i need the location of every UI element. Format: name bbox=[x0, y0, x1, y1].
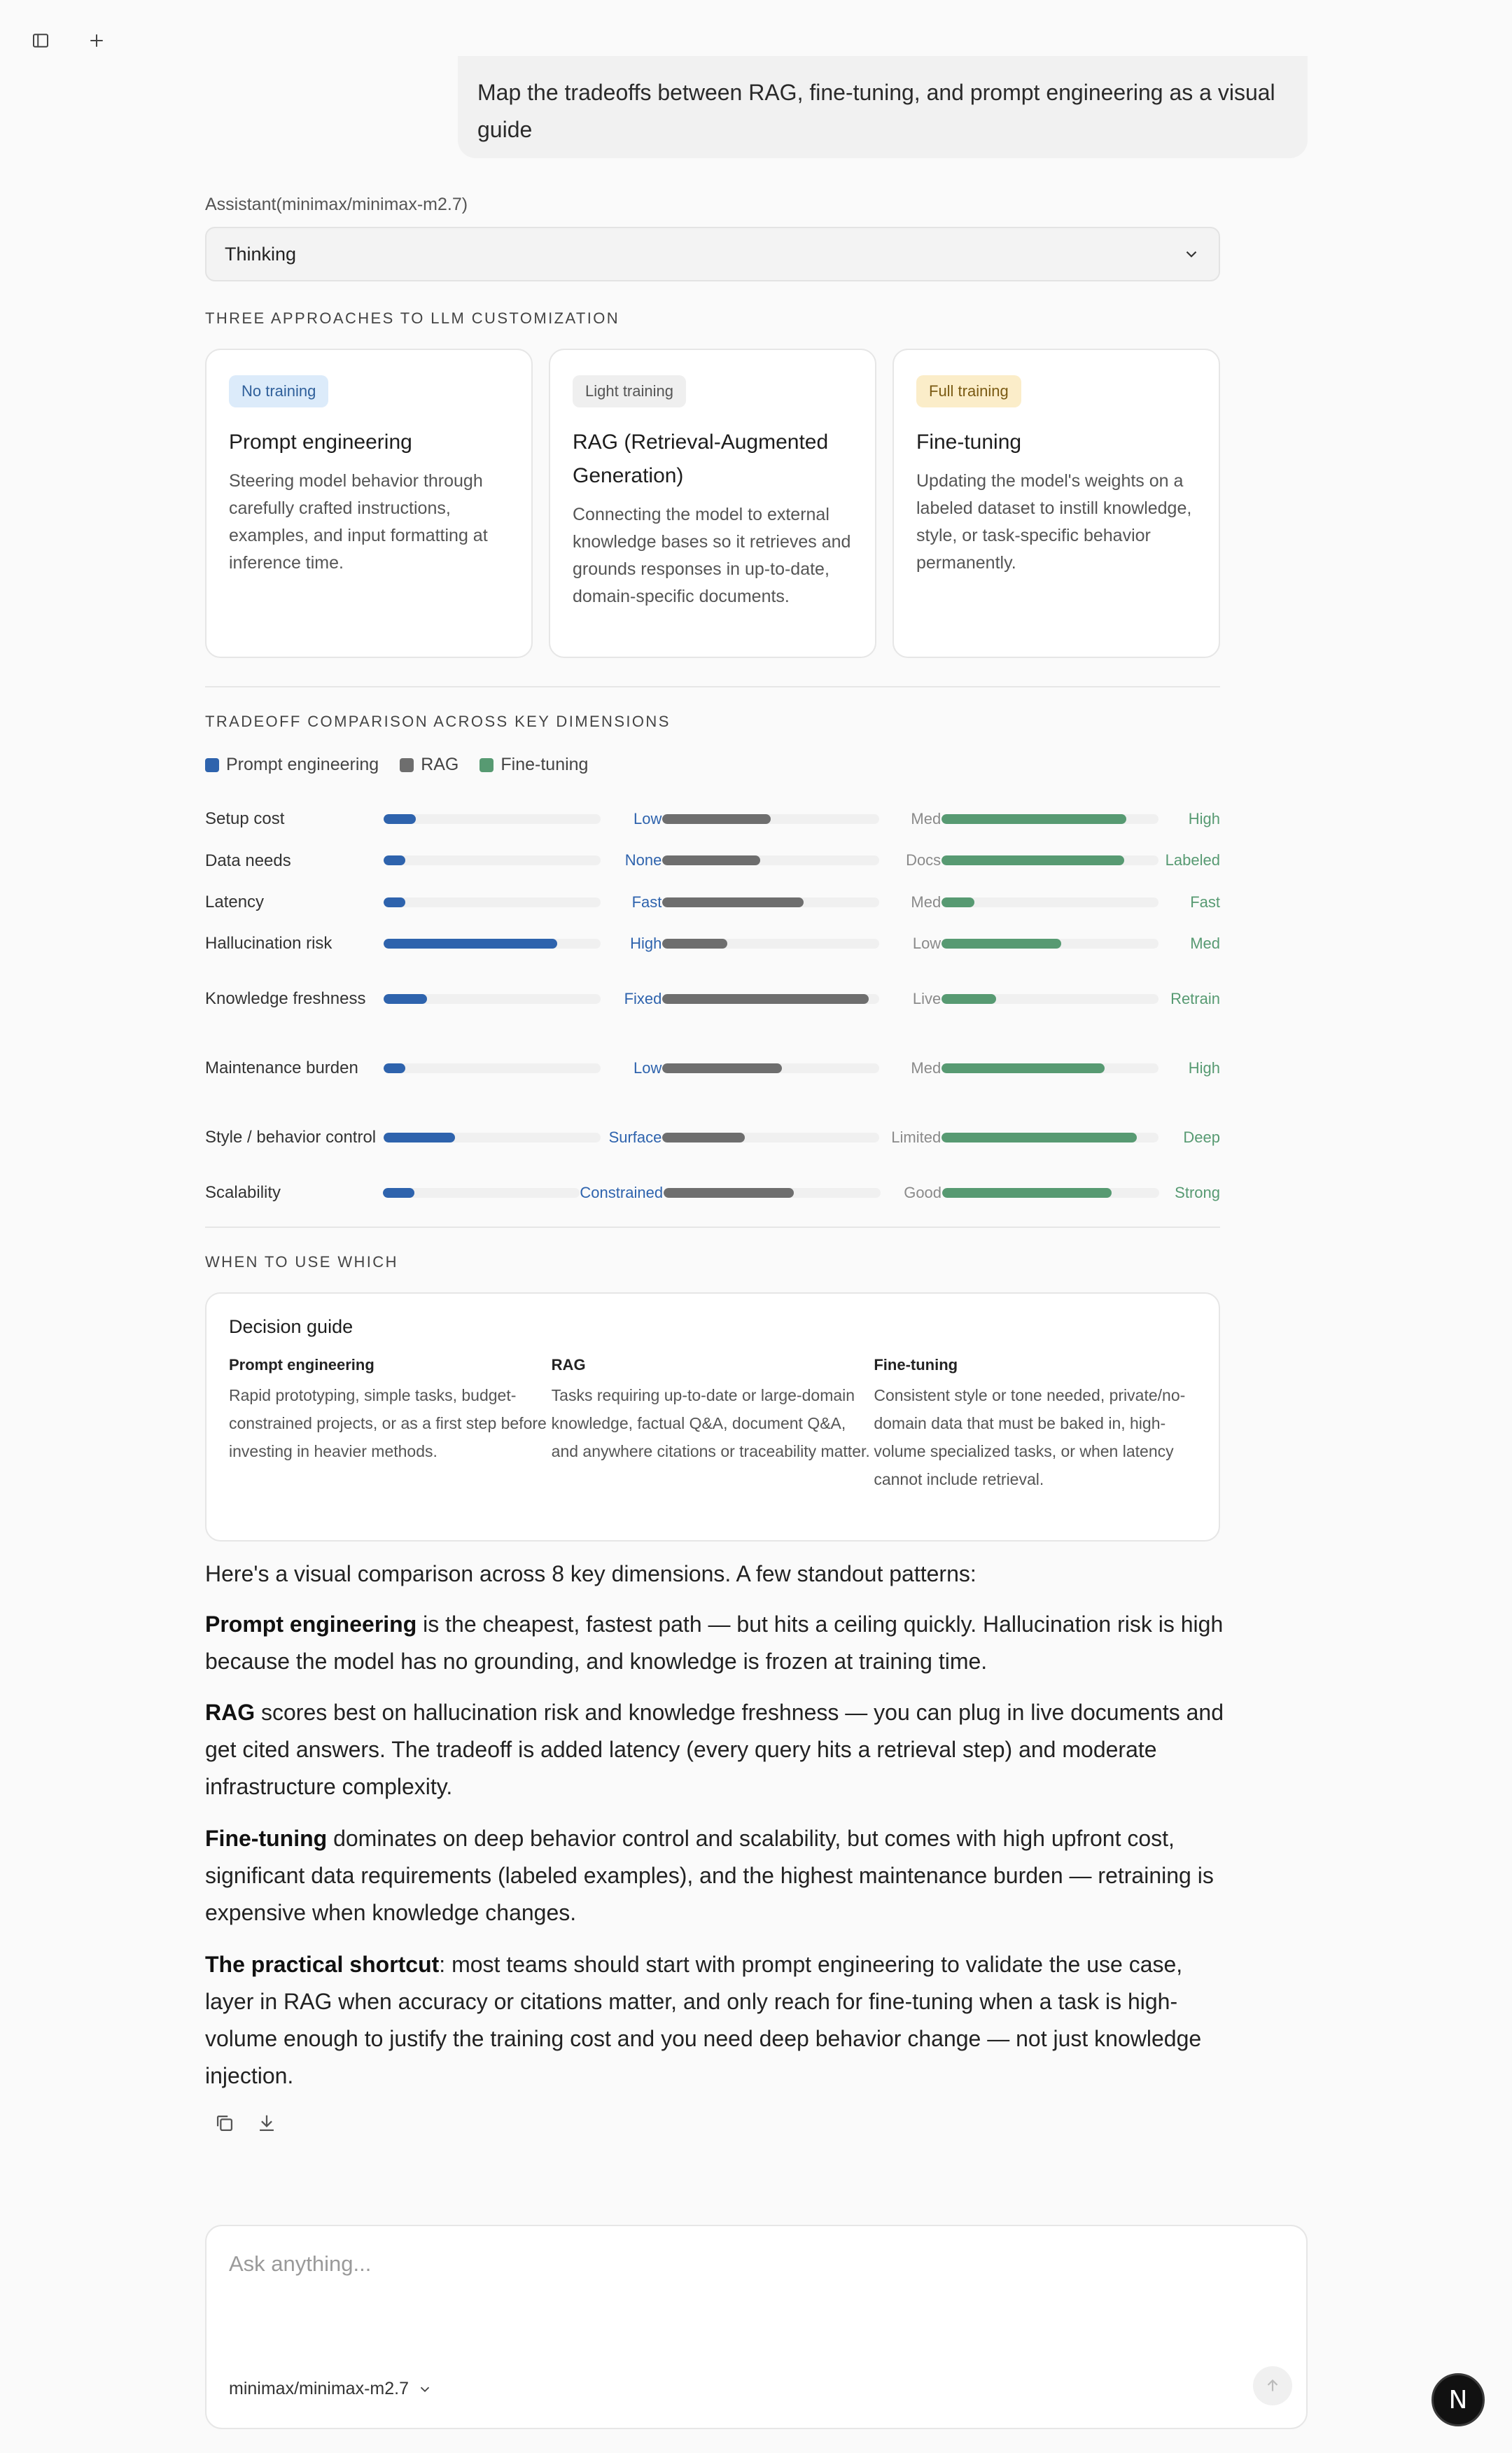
bar-track bbox=[384, 939, 601, 949]
bar-group-prompt bbox=[384, 893, 662, 911]
bar-prompt bbox=[384, 814, 416, 824]
bar-rag bbox=[662, 814, 771, 824]
bar-group-prompt bbox=[384, 935, 662, 953]
bar-track bbox=[662, 855, 879, 865]
bar-value-label: Med bbox=[1190, 934, 1220, 952]
bar-value-label: Limited bbox=[891, 1128, 941, 1146]
section-heading-approaches: THREE APPROACHES TO LLM CUSTOMIZATION bbox=[205, 309, 620, 327]
bar-value-label: Labeled bbox=[1165, 851, 1220, 869]
bar-value-label: Deep bbox=[1183, 1128, 1220, 1146]
paragraph-text: is the cheapest, fastest path — but hits a ceiling quickly. Hallucination risk is high because the model has no grounding, and knowledge is frozen at training time. bbox=[205, 1612, 1224, 1674]
section-heading-tradeoff: TRADEOFF COMPARISON ACROSS KEY DIMENSIONS bbox=[205, 713, 671, 730]
chevron-down-icon bbox=[417, 2382, 433, 2397]
plus-icon bbox=[86, 30, 107, 51]
response-intro: Here's a visual comparison across 8 key dimensions. A few standout patterns: bbox=[205, 1561, 976, 1586]
bar-prompt bbox=[384, 939, 557, 949]
bar-prompt bbox=[384, 994, 427, 1004]
paragraph-lead: Prompt engineering bbox=[205, 1612, 417, 1637]
bar-group-finetune bbox=[941, 893, 1220, 911]
bar-prompt bbox=[384, 1063, 405, 1073]
tradeoff-chart bbox=[205, 798, 1220, 1213]
bar-value-label: High bbox=[630, 934, 662, 952]
send-button[interactable] bbox=[1253, 2366, 1292, 2405]
legend-item-finetune bbox=[479, 755, 588, 775]
section-heading-when: WHEN TO USE WHICH bbox=[205, 1253, 398, 1271]
bar-group-finetune bbox=[941, 1128, 1220, 1147]
model-name: minimax/minimax-m2.7 bbox=[229, 2379, 409, 2398]
card-tag: No training bbox=[229, 375, 328, 407]
bar-rag bbox=[662, 855, 760, 865]
bar-finetune bbox=[941, 814, 1126, 824]
decision-col-body: Tasks requiring up-to-date or large-domain knowledge, factual Q&A, document Q&A, and anywhere citations or traceability matter. bbox=[551, 1386, 870, 1460]
chart-row-label: Data needs bbox=[205, 851, 291, 870]
chart-row-label: Setup cost bbox=[205, 809, 285, 828]
bar-group-rag bbox=[662, 990, 941, 1008]
approach-card-rag bbox=[549, 349, 876, 658]
paragraph-lead: The practical shortcut bbox=[205, 1952, 440, 1977]
decision-col-body: Consistent style or tone needed, private/no-domain data that must be baked in, high-volume specialized tasks, or when latency cannot include retrieval. bbox=[874, 1386, 1186, 1488]
decision-title: Decision guide bbox=[229, 1316, 354, 1337]
bar-rag bbox=[662, 939, 727, 949]
decision-col-heading: Fine-tuning bbox=[874, 1356, 958, 1374]
bar-value-label: High bbox=[1188, 809, 1220, 827]
bar-value-label: Med bbox=[911, 893, 941, 911]
new-chat-button[interactable] bbox=[80, 24, 113, 57]
paragraph-text: scores best on hallucination risk and knowledge freshness — you can plug in live documents and get cited answers. The tradeoff is added latency (every query hits a retrieval step) and moderate infrastructure complexity. bbox=[205, 1700, 1224, 1799]
card-description: Updating the model's weights on a labeled dataset to instill knowledge, style, or task-specific behavior permanently. bbox=[916, 471, 1192, 573]
chevron-down-icon bbox=[1182, 245, 1200, 263]
bar-track bbox=[662, 994, 879, 1004]
bar-group-finetune bbox=[941, 1059, 1220, 1077]
response-paragraph-shortcut bbox=[205, 1946, 1227, 2095]
bar-finetune bbox=[942, 1188, 1112, 1198]
sidebar-toggle-button[interactable] bbox=[24, 24, 57, 57]
download-button[interactable] bbox=[255, 2111, 279, 2135]
legend-swatch bbox=[400, 758, 414, 772]
bar-group-finetune bbox=[941, 990, 1220, 1008]
decision-col-heading: RAG bbox=[551, 1356, 586, 1374]
download-icon bbox=[255, 2111, 279, 2135]
bar-group-finetune bbox=[941, 810, 1220, 828]
bar-value-label: Docs bbox=[906, 851, 941, 869]
bar-track bbox=[941, 994, 1158, 1004]
bar-finetune bbox=[941, 1063, 1105, 1073]
bar-track bbox=[941, 1063, 1158, 1073]
legend-label: RAG bbox=[421, 755, 459, 774]
bar-rag bbox=[662, 897, 804, 907]
paragraph-text: dominates on deep behavior control and scalability, but comes with high upfront cost, significant data requirements (labeled examples), and the highest maintenance burden — retraining is expensive when knowledge changes. bbox=[205, 1826, 1214, 1925]
bar-track bbox=[664, 1188, 881, 1198]
bar-track bbox=[662, 1133, 879, 1142]
bar-track bbox=[384, 814, 601, 824]
bar-value-label: Low bbox=[634, 809, 662, 827]
bar-group-rag bbox=[662, 893, 941, 911]
bar-rag bbox=[662, 1133, 745, 1142]
bar-track bbox=[942, 1188, 1159, 1198]
chart-row bbox=[205, 798, 1220, 839]
bar-group-rag bbox=[662, 810, 941, 828]
bar-value-label: Low bbox=[634, 1058, 662, 1077]
chart-row bbox=[205, 1172, 1220, 1213]
bar-value-label: Live bbox=[912, 989, 941, 1007]
decision-col-rag bbox=[552, 1356, 874, 1493]
bar-value-label: Good bbox=[904, 1183, 942, 1201]
copy-button[interactable] bbox=[213, 2111, 237, 2135]
bar-prompt bbox=[384, 855, 405, 865]
approach-card-finetune bbox=[892, 349, 1220, 658]
chart-row bbox=[205, 881, 1220, 923]
user-message: Map the tradeoffs between RAG, fine-tuning, and prompt engineering as a visual guide bbox=[458, 56, 1308, 158]
bar-group-rag bbox=[662, 1128, 941, 1147]
chart-row bbox=[205, 923, 1220, 964]
bar-group-rag bbox=[662, 851, 941, 869]
bar-group-finetune bbox=[942, 1184, 1220, 1202]
copy-icon bbox=[213, 2111, 237, 2135]
bar-group-rag bbox=[662, 935, 941, 953]
chart-row bbox=[205, 1103, 1220, 1172]
bar-finetune bbox=[941, 939, 1061, 949]
sidebar-toggle-icon bbox=[30, 30, 51, 51]
divider bbox=[205, 1226, 1220, 1228]
bar-rag bbox=[662, 1063, 782, 1073]
bar-rag bbox=[662, 994, 869, 1004]
bar-value-label: Med bbox=[911, 1058, 941, 1077]
bar-group-finetune bbox=[941, 851, 1220, 869]
card-description: Steering model behavior through carefully crafted instructions, examples, and input formatting at inference time. bbox=[229, 471, 488, 573]
bar-group-prompt bbox=[384, 851, 662, 869]
bar-value-label: Fast bbox=[1190, 893, 1220, 911]
bar-track bbox=[662, 939, 879, 949]
bar-track bbox=[384, 897, 601, 907]
chart-legend bbox=[205, 755, 588, 775]
bar-finetune bbox=[941, 1133, 1137, 1142]
bar-group-rag bbox=[662, 1059, 941, 1077]
bar-track bbox=[662, 897, 879, 907]
thinking-label: Thinking bbox=[225, 243, 297, 265]
chart-row-label: Latency bbox=[205, 893, 265, 911]
paragraph-lead: Fine-tuning bbox=[205, 1826, 328, 1851]
card-tag: Light training bbox=[573, 375, 686, 407]
bar-group-finetune bbox=[941, 935, 1220, 953]
chart-row-label: Maintenance burden bbox=[205, 1058, 358, 1077]
card-title: RAG (Retrieval-Augmented Generation) bbox=[573, 431, 829, 487]
bar-group-prompt bbox=[384, 990, 662, 1008]
bar-track bbox=[941, 939, 1158, 949]
legend-label: Prompt engineering bbox=[226, 755, 379, 774]
bar-track bbox=[941, 814, 1158, 824]
bar-group-prompt bbox=[384, 810, 662, 828]
bar-value-label: Med bbox=[911, 809, 941, 827]
bar-track bbox=[384, 1063, 601, 1073]
bar-track bbox=[384, 855, 601, 865]
bar-finetune bbox=[941, 897, 974, 907]
card-description: Connecting the model to external knowledge bases so it retrieves and grounds responses in up-to-date, domain-specific documents. bbox=[573, 505, 851, 606]
bar-value-label: Strong bbox=[1175, 1183, 1220, 1201]
card-title: Prompt engineering bbox=[229, 431, 412, 454]
bar-track bbox=[662, 814, 879, 824]
chat-composer bbox=[205, 2225, 1308, 2429]
arrow-up-icon bbox=[1264, 2377, 1282, 2395]
legend-item-rag bbox=[400, 755, 458, 775]
approach-card-prompt bbox=[205, 349, 533, 658]
app-badge[interactable]: N bbox=[1432, 2373, 1485, 2426]
card-tag: Full training bbox=[916, 375, 1021, 407]
decision-col-body: Rapid prototyping, simple tasks, budget-constrained projects, or as a first step before investing in heavier methods. bbox=[229, 1386, 547, 1460]
bar-track bbox=[941, 897, 1158, 907]
paragraph-text: : most teams should start with prompt engineering to validate the use case, layer in RAG when accuracy or citations matter, and only reach for fine-tuning when a task is high-volume enough to justify the training cost and you need deep behavior change — not just knowledge injection. bbox=[205, 1952, 1202, 2088]
bar-group-prompt bbox=[384, 1128, 662, 1147]
response-paragraph-prompt bbox=[205, 1606, 1227, 1680]
paragraph-lead: RAG bbox=[205, 1700, 255, 1725]
bar-track bbox=[383, 1188, 580, 1198]
divider bbox=[205, 686, 1220, 687]
response-paragraph-finetune bbox=[205, 1820, 1227, 1931]
decision-col-finetune bbox=[874, 1356, 1196, 1493]
bar-value-label: Surface bbox=[608, 1128, 662, 1146]
bar-prompt bbox=[384, 1133, 455, 1142]
bar-value-label: Fast bbox=[631, 893, 662, 911]
bar-finetune bbox=[941, 855, 1124, 865]
legend-item-prompt bbox=[205, 755, 379, 775]
bar-prompt bbox=[384, 897, 405, 907]
bar-track bbox=[941, 1133, 1158, 1142]
legend-swatch bbox=[205, 758, 219, 772]
bar-group-rag bbox=[664, 1184, 941, 1202]
bar-value-label: Constrained bbox=[580, 1183, 664, 1201]
chart-row bbox=[205, 964, 1220, 1033]
bar-rag bbox=[664, 1188, 794, 1198]
bar-track bbox=[941, 855, 1158, 865]
card-title: Fine-tuning bbox=[916, 431, 1022, 454]
legend-label: Fine-tuning bbox=[500, 755, 589, 774]
model-selector[interactable] bbox=[229, 2379, 433, 2399]
bar-track bbox=[384, 994, 601, 1004]
assistant-label: Assistant(minimax/minimax-m2.7) bbox=[205, 195, 468, 214]
response-paragraph-rag bbox=[205, 1694, 1227, 1805]
decision-col-heading: Prompt engineering bbox=[229, 1356, 374, 1374]
decision-col-prompt bbox=[229, 1356, 552, 1493]
chat-input[interactable]: Ask anything... bbox=[229, 2251, 372, 2276]
bar-track bbox=[662, 1063, 879, 1073]
chart-row bbox=[205, 1033, 1220, 1103]
bar-prompt bbox=[383, 1188, 414, 1198]
chart-row-label: Knowledge freshness bbox=[205, 989, 366, 1008]
chart-row-label: Style / behavior control bbox=[205, 1128, 377, 1147]
legend-swatch bbox=[479, 758, 493, 772]
bar-value-label: Fixed bbox=[624, 989, 662, 1007]
chart-row bbox=[205, 839, 1220, 881]
bar-value-label: High bbox=[1188, 1058, 1220, 1077]
bar-group-prompt bbox=[384, 1059, 662, 1077]
decision-guide bbox=[205, 1292, 1220, 1542]
bar-value-label: Retrain bbox=[1170, 989, 1220, 1007]
bar-finetune bbox=[941, 994, 996, 1004]
chart-row-label: Scalability bbox=[205, 1183, 281, 1202]
chart-row-label: Hallucination risk bbox=[205, 934, 332, 953]
bar-group-prompt bbox=[383, 1184, 663, 1202]
thinking-toggle[interactable] bbox=[205, 227, 1220, 281]
bar-track bbox=[384, 1133, 601, 1142]
bar-value-label: Low bbox=[912, 934, 941, 952]
bar-value-label: None bbox=[624, 851, 662, 869]
